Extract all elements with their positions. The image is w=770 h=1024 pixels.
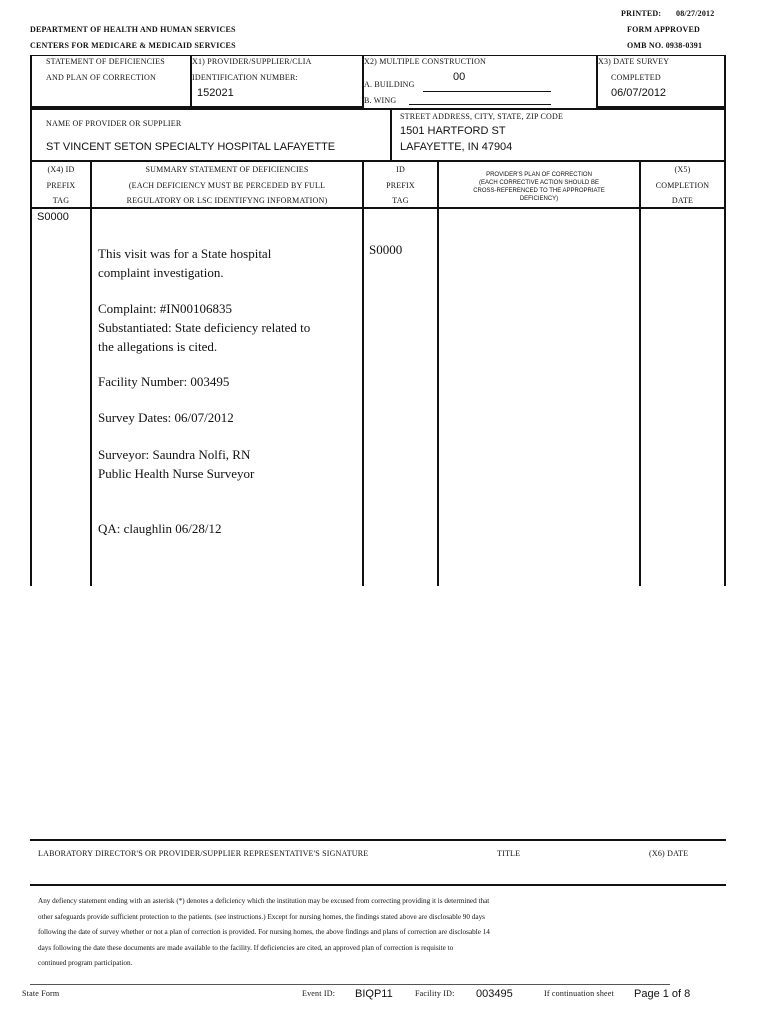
left-tag: S0000 — [37, 211, 69, 223]
paragraph-surveyor: Surveyor: Saundra Nolfi, RN Public Health Nurse Surveyor — [98, 447, 255, 481]
x1-label-1: X1) PROVIDER/SUPPLIER/CLIA — [192, 57, 312, 66]
summary-header-1: SUMMARY STATEMENT OF DEFICIENCIES — [145, 165, 309, 174]
centers-name: CENTERS FOR MEDICARE & MEDICAID SERVICES — [30, 41, 236, 50]
x4-header-3: TAG — [52, 196, 70, 205]
id-header-1: ID — [396, 165, 405, 174]
provider-id-value: 152021 — [197, 87, 234, 99]
signature-top-rule — [30, 839, 726, 841]
paragraph-survey-dates: Survey Dates: 06/07/2012 — [98, 410, 234, 425]
x3-label-2: COMPLETED — [611, 73, 661, 82]
paragraph-qa: QA: claughlin 06/28/12 — [98, 521, 222, 536]
building-value: 00 — [453, 71, 466, 83]
x4-header-2: PREFIX — [46, 181, 76, 190]
summary-header-2: (EACH DEFICIENCY MUST BE PERCEDED BY FULL — [128, 181, 326, 190]
x3-label-1: X3) DATE SURVEY — [598, 57, 670, 66]
x5-header-2: COMPLETION — [655, 181, 710, 190]
printed-date: 08/27/2012 — [676, 9, 715, 18]
omb-number: OMB NO. 0938-0391 — [627, 41, 703, 50]
x6-date-label: (X6) DATE — [649, 849, 689, 858]
event-id-label: Event ID: — [302, 989, 336, 998]
address-line-2: LAFAYETTE, IN 47904 — [400, 141, 513, 153]
plan-header-4: DEFICIENCY) — [519, 196, 559, 202]
plan-header-2: (EACH CORRECTIVE ACTION SHOULD BE — [478, 180, 600, 186]
disclaimer: Any defiency statement ending with an asterisk (*) denotes a deficiency which the institution may be excused from correcting providing it is determined that other safeguards provide sufficient protection to the patients. (see instructions.) Except for nursing homes, the findings stated above are disclosable 90 days following the date of survey whether or not a plan of correction is provided. For nursing homes, the above findings and plans of correction are disclosable 14 days following the date these documents are made available to the facility. If deficiencies are cited, an approved plan of correction is requisite to continued program participation. — [38, 897, 490, 967]
director-signature-label: LABORATORY DIRECTOR'S OR PROVIDER/SUPPLIER REPRESENTATIVE'S SIGNATURE — [38, 849, 369, 858]
id-header-3: TAG — [392, 196, 409, 205]
facility-id-label: Facility ID: — [415, 989, 455, 998]
event-id-value: BIQP11 — [355, 988, 393, 1000]
building-label: A. BUILDING — [364, 80, 415, 89]
id-header-2: PREFIX — [386, 181, 415, 190]
survey-date-value: 06/07/2012 — [611, 87, 667, 99]
x5-header-1: (X5) — [674, 165, 691, 174]
x4-header-1: (X4) ID — [47, 165, 75, 174]
statement-label-2: AND PLAN OF CORRECTION — [46, 73, 156, 82]
footer-rule — [30, 984, 670, 985]
page-number: Page 1 of 8 — [634, 988, 691, 1000]
form-approved: FORM APPROVED — [627, 25, 701, 34]
paragraph-1: This visit was for a State hospital complaint investigation. — [98, 246, 272, 280]
signature-bottom-rule — [30, 884, 726, 886]
plan-header-1: PROVIDER'S PLAN OF CORRECTION — [486, 172, 592, 178]
address-label: STREET ADDRESS, CITY, STATE, ZIP CODE — [400, 112, 564, 121]
provider-name-value: ST VINCENT SETON SPECIALTY HOSPITAL LAFAYETTE — [46, 141, 336, 153]
title-label: TITLE — [497, 849, 521, 858]
wing-label: B. WING — [364, 96, 397, 105]
plan-header-3: CROSS-REFERENCED TO THE APPROPRIATE — [473, 188, 605, 194]
paragraph-facility: Facility Number: 003495 — [98, 374, 230, 389]
state-form-label: State Form — [22, 989, 60, 998]
right-tag: S0000 — [369, 242, 403, 257]
department-name: DEPARTMENT OF HEALTH AND HUMAN SERVICES — [30, 25, 236, 34]
x2-label: X2) MULTIPLE CONSTRUCTION — [364, 57, 487, 66]
address-line-1: 1501 HARTFORD ST — [400, 125, 506, 137]
provider-name-label: NAME OF PROVIDER OR SUPPLIER — [46, 119, 182, 128]
statement-label-1: STATEMENT OF DEFICIENCIES — [46, 57, 165, 66]
facility-id-value: 003495 — [476, 988, 513, 1000]
printed-label: PRINTED: — [621, 9, 662, 18]
x1-label-2: IDENTIFICATION NUMBER: — [192, 73, 298, 82]
summary-header-3: REGULATORY OR LSC IDENTIFYNG INFORMATION) — [126, 196, 328, 205]
continuation-label: If continuation sheet — [544, 989, 614, 998]
paragraph-complaint: Complaint: #IN00106835 Substantiated: State deficiency related to the allegations is cited. — [98, 301, 311, 354]
x5-header-3: DATE — [671, 196, 694, 205]
